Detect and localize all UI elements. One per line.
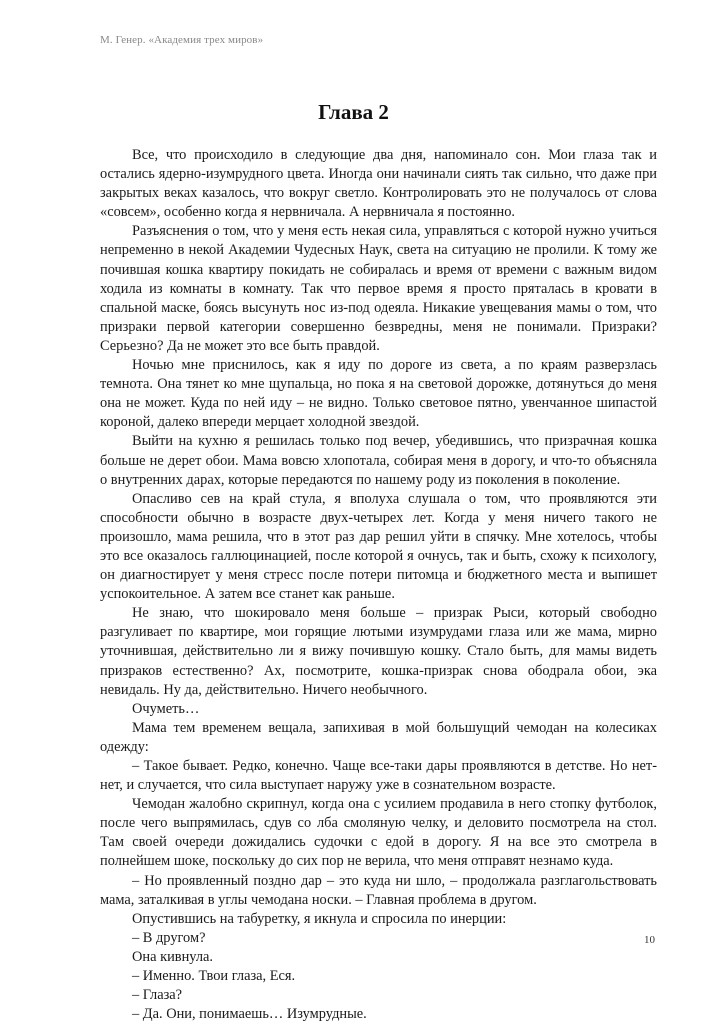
dialogue-line: – Глаза? xyxy=(132,987,183,1004)
chapter-body xyxy=(100,146,657,1024)
paragraph: Она кивнула. xyxy=(132,948,213,965)
paragraph: Опустившись на табуретку, я икнула и спросила по инерции: xyxy=(132,910,507,927)
chapter-title: Глава 2 xyxy=(318,100,389,124)
paragraph: Чемодан жалобно скрипнул, когда она с усилием продавила в него стопку футболок, после чего выпрямилась, сдув со лба смоляную челку, и деловито посмотрела на стол. Там своей очереди дожидались судочки с едой в дорогу. Я на все это смотрела в полнейшем шоке, поскольку до сих пор не верила, что меня отправят незнамо куда. xyxy=(100,796,657,870)
running-header: М. Генер. «Академия трех миров» xyxy=(100,34,264,46)
paragraph: Выйти на кухню я решилась только под вечер, убедившись, что призрачная кошка больше не дерет обои. Мама вовсю хлопотала, собирая меня в дорогу, и что-то объясняла о внутренних дарах, которые передаются по нашему роду из поколения в поколение. xyxy=(100,433,657,488)
paragraph: Ночью мне приснилось, как я иду по дороге из света, а по краям разверзлась темнота. Она тянет ко мне щупальца, но пока я на световой дорожке, дотянуться до меня она не может. Куда по ней иду – не видно. Только световое пятно, увенчанное шипастой короной, далеко впереди мерцает холодной звездой. xyxy=(100,357,657,431)
dialogue-line: – Такое бывает. Редко, конечно. Чаще все-таки дары проявляются в детстве. Но нет-нет, и случается, что сила выступает наружу уже в сознательном возрасте. xyxy=(100,758,657,794)
dialogue-line: – Но проявленный поздно дар – это куда ни шло, – продолжала разглагольствовать мама, заталкивая в углы чемодана носки. – Главная проблема в другом. xyxy=(100,872,657,908)
page-number: 10 xyxy=(644,934,655,946)
paragraph: Очуметь… xyxy=(132,700,200,717)
dialogue-line: – Именно. Твои глаза, Еся. xyxy=(132,968,296,985)
dialogue-line: – В другом? xyxy=(132,929,206,946)
paragraph: Не знаю, что шокировало меня больше – призрак Рыси, который свободно разгуливает по квартире, мои горящие лютыми изумрудами глаза или же мама, мирно уточнившая, действительно ли я вижу почившую кошку. Стало быть, для мамы видеть призраков естественно? Ах, посмотрите, кошка-призрак снова ободрала обои, эка невидаль. Ну да, действительно. Ничего необычного. xyxy=(100,605,657,698)
paragraph: Мама тем временем вещала, запихивая в мой большущий чемодан на колесиках одежду: xyxy=(100,719,657,755)
paragraph: Опасливо сев на край стула, я вполуха слушала о том, что проявляются эти способности обычно в возрасте двух-четырех лет. Когда у меня ничего такого не произошло, мама решила, что в этот раз дар решил уйти в спячку. Мне хотелось, чтобы это все оказалось галлюцинацией, после которой я очнусь, так и быть, схожу к психологу, он диагностирует у меня стресс после потери питомца и бюджетного места и выпишет успокоительное. А затем все станет как раньше. xyxy=(100,490,657,603)
paragraph: Разъяснения о том, что у меня есть некая сила, управляться с которой нужно учиться непременно в некой Академии Чудесных Наук, света на ситуацию не пролили. К тому же почившая кошка квартиру покидать не собиралась и время от времени с важным видом ходила из комнаты в комнату. Так что первое время я просто пряталась в кровати в спальной маске, боясь высунуть нос из-под одеяла. Никакие увещевания мамы о том, что призраки первой категории совершенно безвредны, меня не понимали. Призраки? Серьезно? Да не может это все быть правдой. xyxy=(100,223,657,354)
dialogue-line: – Да. Они, понимаешь… Изумрудные. xyxy=(132,1006,367,1023)
paragraph: Все, что происходило в следующие два дня, напоминало сон. Мои глаза так и остались ядерно-изумрудного цвета. Иногда они начинали сиять так сильно, что даже при закрытых веках казалось, что вокруг светло. Контролировать это не получалось от слова «совсем», особенно когда я нервничала. А нервничала я постоянно. xyxy=(100,147,657,221)
